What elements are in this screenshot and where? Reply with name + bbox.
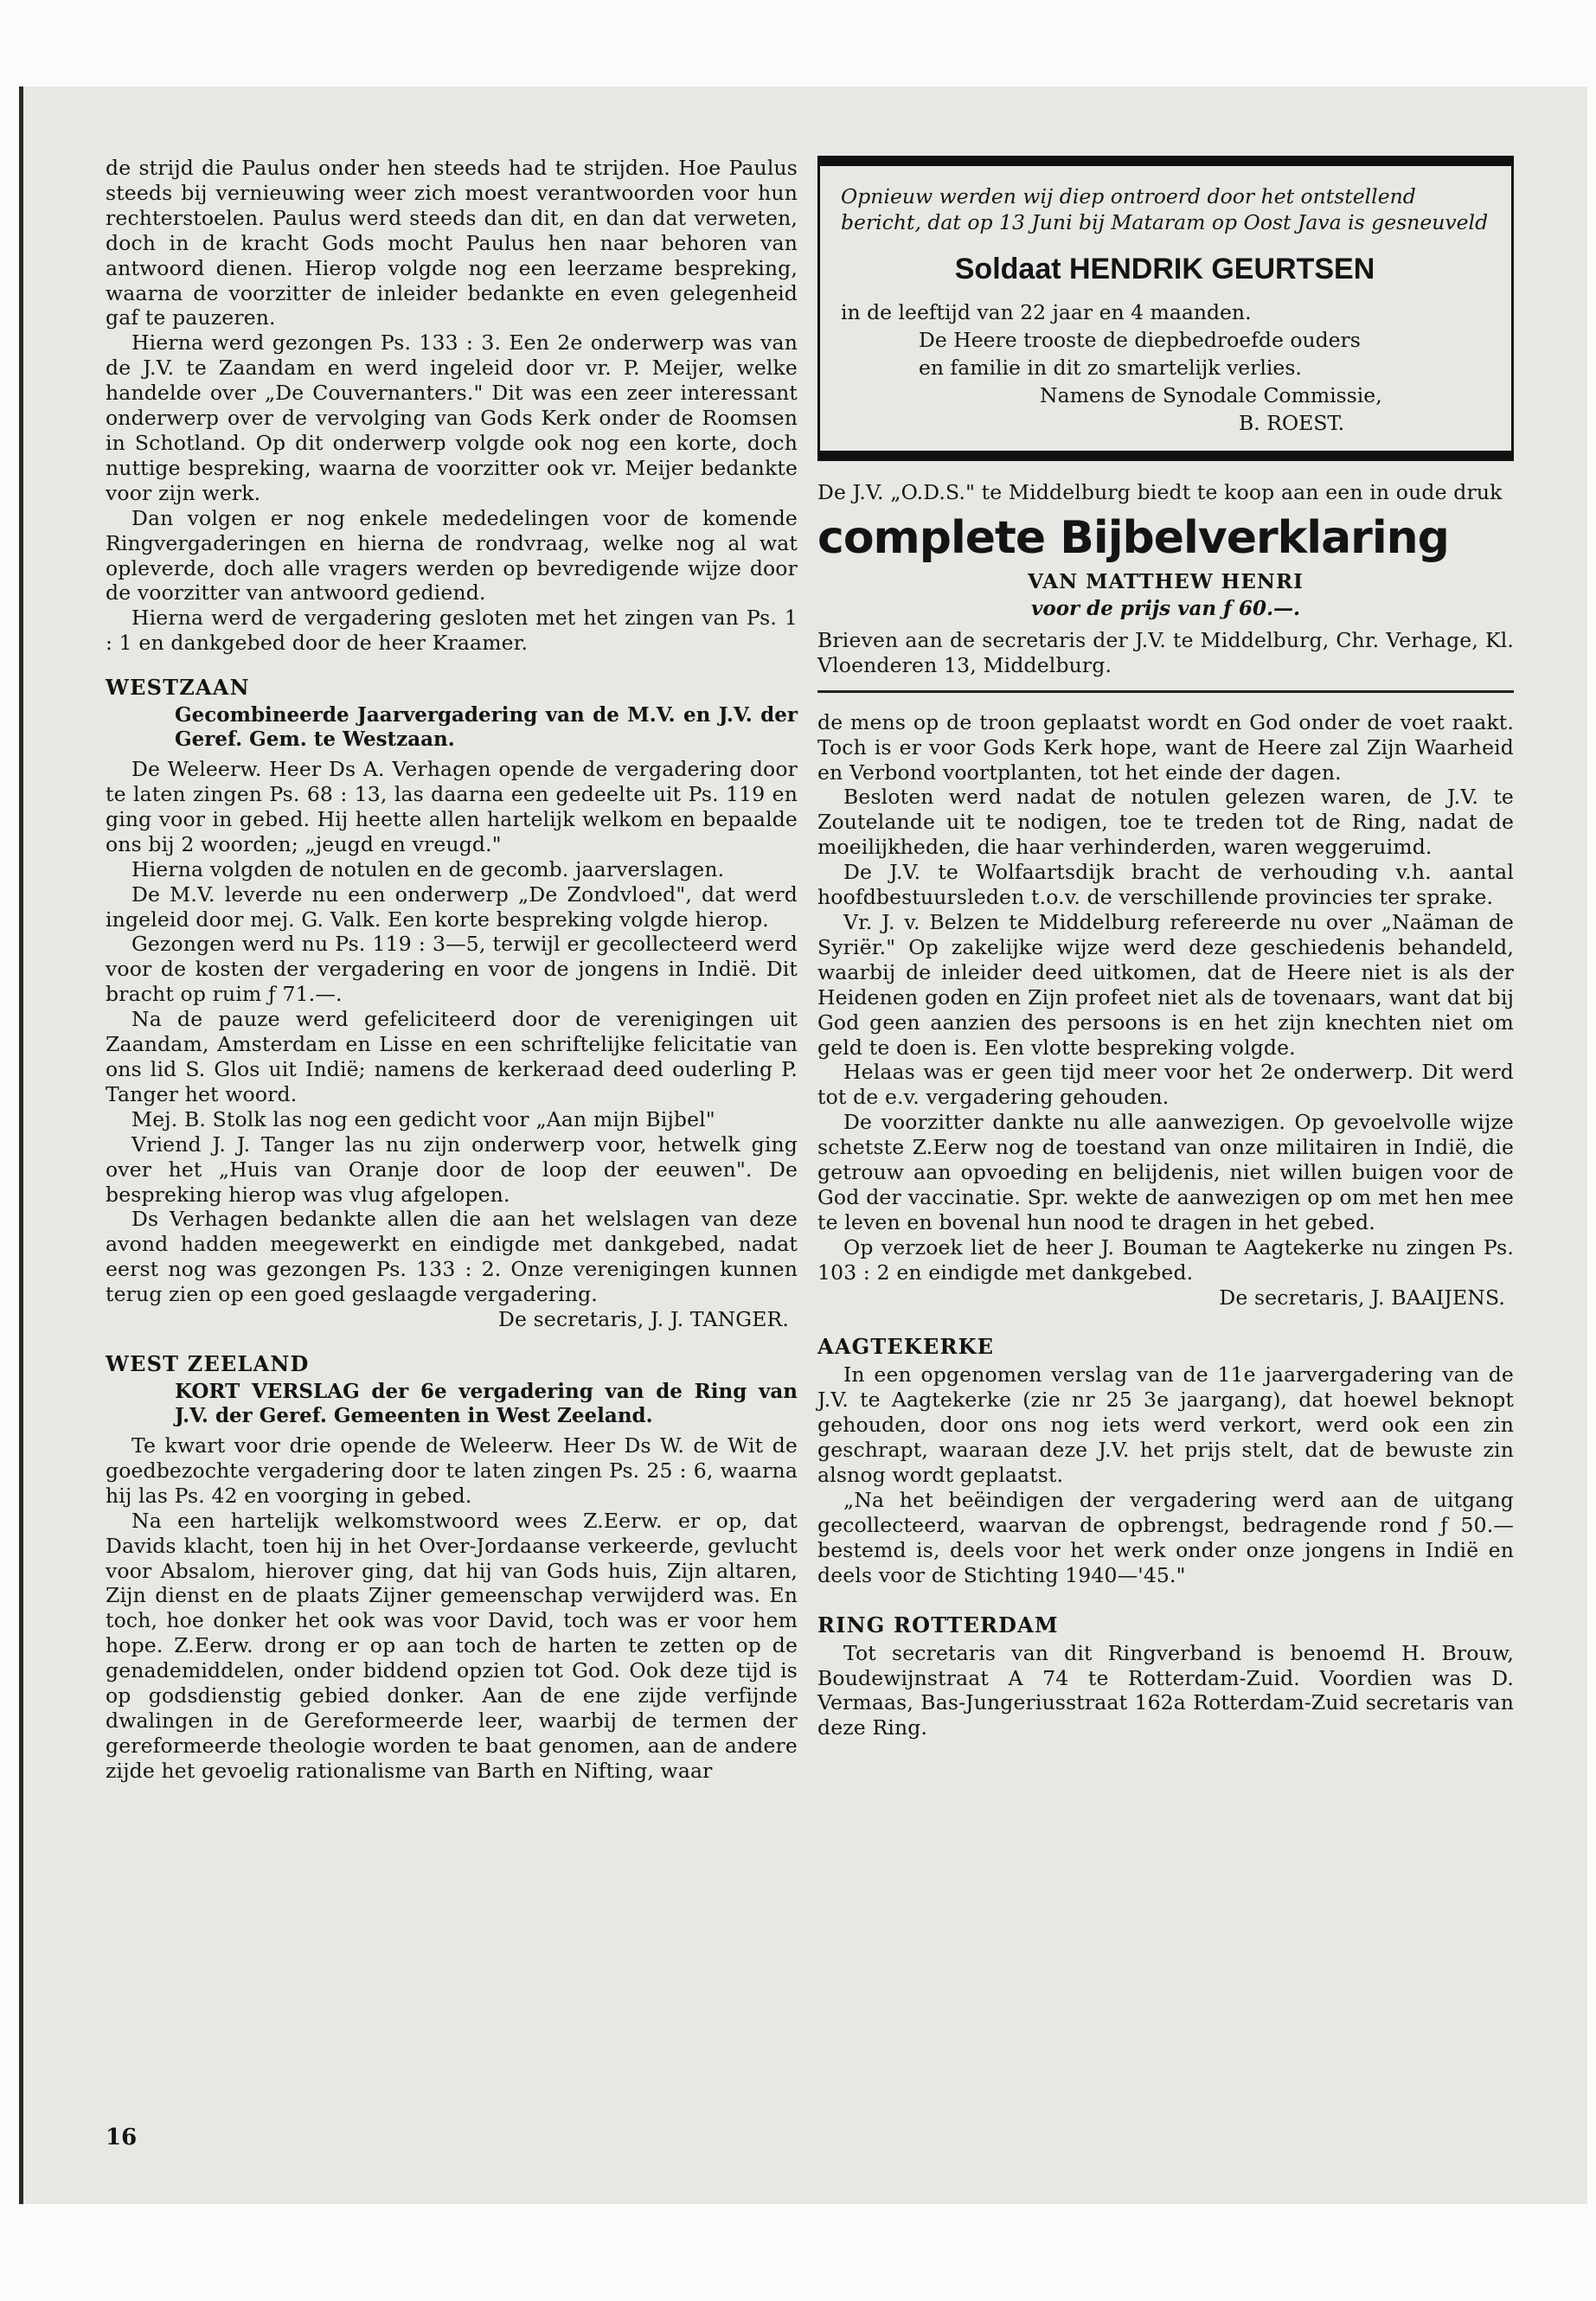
paragraph: Hierna werd de vergadering gesloten met het zingen van Ps. 1 : 1 en dankgebed door de heer Kraamer. [106,606,798,656]
notice-signer: B. ROEST. [1239,411,1345,435]
paragraph: Tot secretaris van dit Ringverband is benoemd H. Brouw, Boudewijnstraat A 74 te Rotterdam-Zuid. Voordien was D. Vermaas, Bas-Jungeriusstraat 162a Rotterdam-Zuid secretaris van deze Ring. [817,1640,1514,1740]
paragraph: de strijd die Paulus onder hen steeds had te strijden. Hoe Paulus steeds bij vernieuwing weer zich moest verantwoorden voor hun rechterstoelen. Paulus werd steeds dan dit, en dan dat verweten, doch in de kracht Gods mocht Paulus hen naar behoren van antwoord dienen. Hierop volgde nog een leerzame bespreking, waarna de voorzitter de inleider bedankte en even gelegenheid gaf te pauzeren. [106,156,798,330]
soldier-name: Soldaat HENDRIK GEURTSEN [954,253,1375,285]
advertisement [817,480,1514,678]
paragraph: Hierna volgden de notulen en de gecomb. jaarverslagen. [131,856,725,881]
ad-price: voor de prijs van ƒ 60.—. [1030,596,1301,620]
paragraph: De J.V. te Wolfaartsdijk bracht de verhouding v.h. aantal hoofdbestuursleden t.o.v. de verschillende provincies ter sprake. [817,860,1514,910]
paragraph: Hierna werd gezongen Ps. 133 : 3. Een 2e onderwerp was van de J.V. te Zaandam en werd ingeleid door vr. P. Meijer, welke handelde over „De Couvernanters." Dit was een zeer interessant onderwerp over de vervolging van Gods Kerk onder de Roomsen in Schotland. Op dit onderwerp volgde ook nog een korte, doch nuttige bespreking, waarna de voorzitter ook vr. Meijer bedankte voor zijn werk. [106,330,798,505]
signature: De secretaris, J. J. TANGER. [498,1307,789,1332]
paragraph: Vriend J. J. Tanger las nu zijn onderwerp voor, hetwelk ging over het „Huis van Oranje door de loop der eeuwen". De bespreking hierop was vlug afgelopen. [106,1131,798,1207]
divider [817,690,1514,693]
paragraph: Ds Verhagen bedankte allen die aan het welslagen van deze avond hadden meegewerkt en eindigde met dankgebed, nadat eerst nog was gezongen Ps. 133 : 2. Onze verenigingen kunnen terug zien op een goed geslaagde vergadering. [106,1207,798,1307]
paragraph: Helaas was er geen tijd meer voor het 2e onderwerp. Dit werd tot de e.v. vergadering gehouden. [817,1060,1514,1110]
page-number: 16 [106,2125,138,2150]
section-heading-ring-rotterdam: RING ROTTERDAM [817,1612,1059,1638]
ad-intro: De J.V. „O.D.S." te Middelburg biedt te koop aan een in oude druk [817,480,1503,504]
obituary-notice [817,156,1514,461]
paragraph: Na een hartelijk welkomstwoord wees Z.Eerw. er op, dat Davids klacht, toen hij in het Over-Jordaanse verkeerde, gevlucht voor Absalom, hierover ging, dat hij van Gods huis, Zijn altaren, Zijn dienst en de plaats Zijner gemeenschap verwijderd was. En toch, hoe donker het ook was voor David, toch was er voor hem hope. Z.Eerw. drong er op aan toch de harten te zetten op de genademiddelen, onder biddend opzien tot God. Ook deze tijd is op godsdienstig gebied donker. Aan de ene zijde verfijnde dwalingen in de Gereformeerde leer, waarbij de termen der gereformeerde theologie worden te baat genomen, aan de andere zijde het gevoelig rationalisme van Barth en Nifting, waar [106,1508,798,1783]
paragraph: In een opgenomen verslag van de 11e jaarvergadering van de J.V. te Aagtekerke (zie nr 25 3e jaargang), dat hoewel beknopt gehouden, door ons nog iets werd verkort, werd ook een zin geschrapt, waaraan deze J.V. het prijs stelt, dat de bewuste zin alsnog wordt geplaatst. [817,1362,1514,1488]
paragraph: Mej. B. Stolk las nog een gedicht voor „Aan mijn Bijbel" [131,1106,715,1131]
ad-author: VAN MATTHEW HENRI [1028,569,1304,593]
ad-contact: Brieven aan de secretaris der J.V. te Middelburg, Chr. Verhage, Kl. Vloenderen 13, Middelburg. [817,627,1514,677]
paragraph: Na de pauze werd gefeliciteerd door de verenigingen uit Zaandam, Amsterdam en Lisse en een schriftelijke felicitatie van ons lid S. Glos uit Indië; namens de kerkeraad deed ouderling P. Tanger het woord. [106,1007,798,1106]
paragraph: de mens op de troon geplaatst wordt en God onder de voet raakt. Toch is er voor Gods Kerk hope, want de Heere zal Zijn Waarheid en Verbond voortplanten, tot het einde der dagen. [817,709,1514,785]
paragraph: „Na het beëindigen der vergadering werd aan de uitgang gecollecteerd, waarvan de opbrengst, bedragende rond ƒ 50.— bestemd is, deels voor het werk onder onze jongens in Indië en deels voor de Stichting 1940—'45." [817,1488,1514,1587]
notice-on-behalf: Namens de Synodale Commissie, [1040,383,1382,407]
section-subheading: Gecombineerde Jaarvergadering van de M.V. en J.V. der Geref. Gem. te Westzaan. [175,703,798,752]
notice-comfort: en familie in dit zo smartelijk verlies. [919,356,1302,380]
right-column [817,156,1514,1740]
section-heading-aagtekerke: AAGTEKERKE [817,1334,995,1360]
paragraph: De Weleerw. Heer Ds A. Verhagen opende de vergadering door te laten zingen Ps. 68 : 13, las daarna een gedeelte uit Ps. 119 en ging voor in gebed. Hij heette allen hartelijk welkom en bepaalde ons bij 2 woorden; „jeugd en vreugd." [106,757,798,856]
paragraph: Besloten werd nadat de notulen gelezen waren, de J.V. te Zoutelande uit te nodigen, toe te treden tot de Ring, nadat de moeilijkheden, die haar verhinderden, waren weggeruimd. [817,785,1514,860]
magazine-page [19,87,1587,2204]
notice-comfort: De Heere trooste de diepbedroefde ouders [919,328,1361,352]
notice-age: in de leeftijd van 22 jaar en 4 maanden. [841,300,1252,324]
paragraph: Dan volgen er nog enkele mededelingen voor de komende Ringvergaderingen en hierna de rondvraag, welke nog al wat opleverde, doch alle vragers werden op bevredigende wijze door de voorzitter van antwoord gediend. [106,505,798,606]
ad-title: complete Bijbelverklaring [817,511,1449,564]
section-heading-westzaan: WESTZAAN [106,675,250,701]
paragraph: De voorzitter dankte nu alle aanwezigen. Op gevoelvolle wijze schetste Z.Eerw nog de toestand van onze militairen in Indië, die getrouw aan opvoeding en belijdenis, niet willen buigen voor de God der vaccinatie. Spr. wekte de aanwezigen op om met hen mee te leven en bovenal hun nood te dragen in het gebed. [817,1110,1514,1234]
left-column [106,156,798,1784]
paragraph: Gezongen werd nu Ps. 119 : 3—5, terwijl er gecollecteerd werd voor de kosten der vergadering en voor de jongens in Indië. Dit bracht op ruim ƒ 71.—. [106,932,798,1007]
section-heading-west-zeeland: WEST ZEELAND [106,1350,310,1376]
paragraph: Vr. J. v. Belzen te Middelburg refereerde nu over „Naäman de Syriër." Op zakelijke wijze werd deze geschiedenis behandeld, waarbij de inleider deed uitkomen, dat de Heere niet is als der Heidenen goden en Zijn profeet niet als de tovenaars, want dat bij God geen aanzien des persoons is en het zijn knechten niet om geld te doen is. Een vlotte bespreking volgde. [817,909,1514,1060]
signature: De secretaris, J. BAAIJENS. [1219,1285,1505,1310]
paragraph: De M.V. leverde nu een onderwerp „De Zondvloed", dat werd ingeleid door mej. G. Valk. Een korte bespreking volgde hierop. [106,881,798,932]
notice-intro: Opnieuw werden wij diep ontroerd door het ontstellend bericht, dat op 13 Juni bij Mataram op Oost Java is gesneuveld [841,184,1489,234]
paragraph: Te kwart voor drie opende de Weleerw. Heer Ds W. de Wit de goedbezochte vergadering door te laten zingen Ps. 25 : 6, waarna hij las Ps. 42 en voorging in gebed. [106,1433,798,1508]
section-subheading: KORT VERSLAG der 6e vergadering van de Ring van J.V. der Geref. Gemeenten in West Zeeland. [175,1379,798,1427]
paragraph: Op verzoek liet de heer J. Bouman te Aagtekerke nu zingen Ps. 103 : 2 en eindigde met dankgebed. [817,1234,1514,1285]
